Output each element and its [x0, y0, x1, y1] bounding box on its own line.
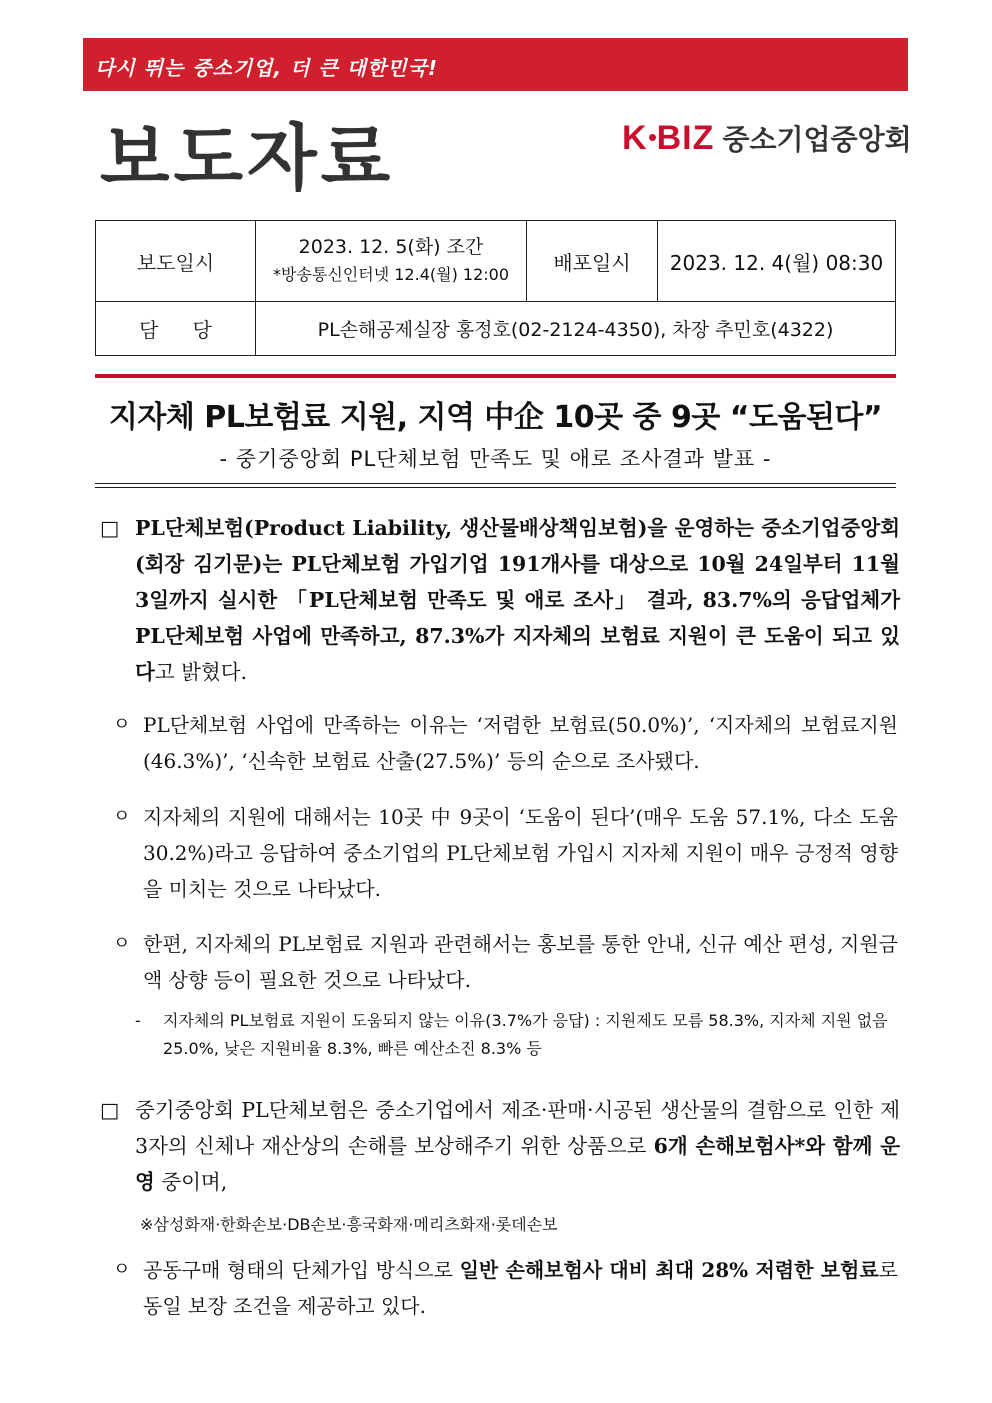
- dash-item-1-text: 지자체의 PL보험료 지원이 도움되지 않는 이유(3.7%가 응답) : 지원제도 모름 58.3%, 지자체 지원 없음 25.0%, 낮은 지원비율 8.3%, 빠른 예산소진 8.3% 등: [163, 1011, 888, 1058]
- slogan-banner: [83, 38, 908, 91]
- circle-bullet: ㅇ: [113, 806, 131, 827]
- document-type-title: 보도자료: [100, 116, 395, 200]
- paragraph-2-tail: 중이며,: [154, 1170, 228, 1194]
- contact-label: 담당: [96, 302, 256, 356]
- paragraph-2: [100, 1092, 900, 1200]
- kbiz-logo-name: 중소기업중앙회: [722, 123, 912, 156]
- circle-item-3: [113, 926, 898, 998]
- headline-top-rule: [95, 374, 896, 378]
- circle-item-3-text: 한편, 지자체의 PL보험료 지원과 관련해서는 홍보를 통한 안내, 신규 예산 편성, 지원금액 상향 등이 필요한 것으로 나타났다.: [143, 932, 898, 992]
- slogan-text: 다시 뛰는 중소기업, 더 큰 대한민국!: [95, 56, 439, 80]
- square-bullet: □: [100, 516, 120, 540]
- paragraph-1: [100, 510, 900, 690]
- paragraph-1-bold: PL단체보험(Product Liability, 생산물배상책임보험)을 운영하는 중소기업중앙회(회장 김기문)는 PL단체보험 가입기업 191개사를 대상으로 10월 24일부터 11월 3일까지 실시한 「PL단체보험 만족도 및 애로 조사」 결과, 83.7%의 응답업체가 PL단체보험 사업에 만족하고, 87.3%가 지자체의 보험료 지원이 큰 도움이 되고 있다: [135, 516, 900, 684]
- release-date-label: 보도일시: [96, 221, 256, 302]
- square-bullet: □: [100, 1098, 120, 1122]
- circle-item-4-bold: 일반 손해보험사 대비 최대 28% 저렴한 보험료: [459, 1258, 879, 1282]
- circle-item-4: [113, 1252, 898, 1324]
- circle-item-2-text: 지자체의 지원에 대해서는 10곳 中 9곳이 ‘도움이 된다’(매우 도움 57.1%, 다소 도움 30.2%)라고 응답하여 중소기업의 PL단체보험 가입시 지자체 지원이 매우 긍정적 영향을 미치는 것으로 나타났다.: [143, 805, 898, 901]
- headline-title: 지자체 PL보험료 지원, 지역 中企 10곳 중 9곳 “도움된다”: [108, 400, 883, 435]
- headline-bottom-rule: [95, 483, 896, 488]
- circle-item-1-text: PL단체보험 사업에 만족하는 이유는 ‘저렴한 보험료(50.0%)’, ‘지자체의 보험료지원(46.3%)’, ‘신속한 보험료 산출(27.5%)’ 등의 순으로 조사됐다.: [143, 713, 898, 773]
- distribution-date-label: 배포일시: [527, 221, 658, 302]
- distribution-date-value: 2023. 12. 4(월) 08:30: [658, 221, 896, 302]
- circle-item-2: [113, 799, 898, 907]
- release-broadcast-note: *방송통신인터넷 12.4(월) 12:00: [272, 265, 510, 284]
- dash-item-1: [135, 1007, 900, 1063]
- circle-bullet: ㅇ: [113, 1259, 131, 1280]
- release-date-value: 2023. 12. 5(화) 조간: [298, 236, 484, 258]
- circle-item-4-text: 공동구매 형태의 단체가입 방식으로: [143, 1258, 460, 1282]
- paragraph-2-text: 중기중앙회 PL단체보험은 중소기업에서 제조·판매·시공된 생산물의 결함으로 인한 제3자의 신체나 재산상의 손해를 보상해주기 위한 상품으로: [135, 1098, 900, 1158]
- headline-subtitle: - 중기중앙회 PL단체보험 만족도 및 애로 조사결과 발표 -: [219, 447, 772, 471]
- insurer-footnote: ※삼성화재·한화손보·DB손보·흥국화재·메리츠화재·롯데손보: [140, 1215, 558, 1234]
- circle-bullet: ㅇ: [113, 714, 131, 735]
- contact-value: PL손해공제실장 홍정호(02-2124-4350), 차장 추민호(4322): [256, 302, 896, 356]
- kbiz-logo: [622, 118, 912, 158]
- circle-item-1: [113, 707, 898, 779]
- paragraph-2-bold: 6개 손해보험사*와 함께 운영: [135, 1134, 900, 1194]
- circle-bullet: ㅇ: [113, 933, 131, 954]
- dash-bullet: -: [135, 1011, 141, 1030]
- circle-item-4-tail: 로 동일 보장 조건을 제공하고 있다.: [143, 1258, 898, 1318]
- paragraph-1-tail: 고 밝혔다.: [154, 660, 248, 684]
- release-date-cell: [256, 221, 527, 302]
- kbiz-logo-mark: K BIZ: [622, 118, 715, 157]
- release-info-table: [95, 220, 896, 356]
